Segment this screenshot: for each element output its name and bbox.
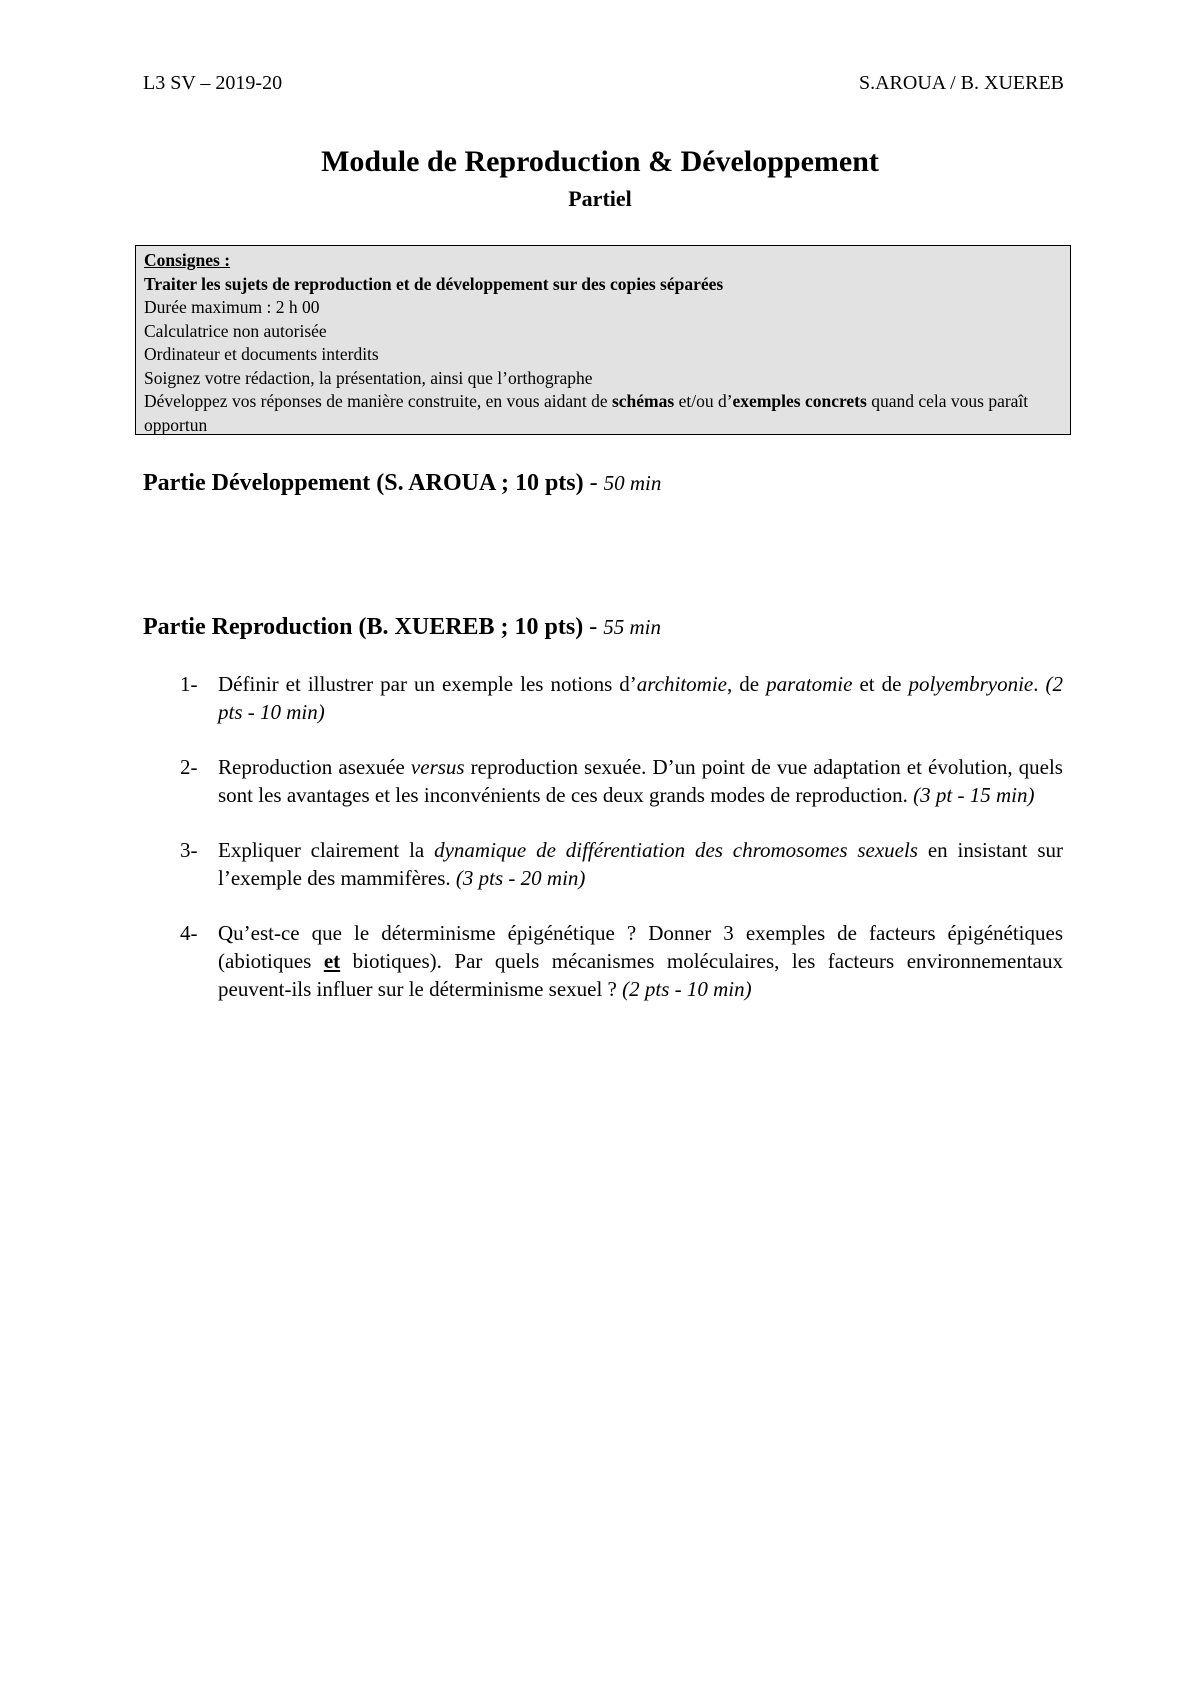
question-item: 3- Expliquer clairement la dynamique de différentiation des chromosomes sexuels en insistant sur l’exemple des mammifères. (3 pts - 20 min) <box>180 838 1063 890</box>
question-item: 1- Définir et illustrer par un exemple les notions d’architomie, de paratomie et de polyembryonie. (2 pts - 10 min) <box>180 672 1063 724</box>
question-item: 2- Reproduction asexuée versus reproduction sexuée. D’un point de vue adaptation et évolution, quels sont les avantages et les inconvénients de ces deux grands modes de reproduction. (3 pt - 15 min) <box>180 755 1063 807</box>
instructions-line: Durée maximum : 2 h 00 <box>144 297 320 317</box>
instructions-line: Calculatrice non autorisée <box>144 320 327 341</box>
section-reproduction-heading: Partie Reproduction (B. XUEREB ; 10 pts) - 55 min <box>143 614 661 640</box>
page-subtitle: Partiel <box>568 186 632 211</box>
instructions-line-last: Développez vos réponses de manière construite, en vous aidant de schémas et/ou d’exemples concrets quand cela vous paraît opportun <box>144 391 1029 435</box>
header-authors: S.AROUA / B. XUEREB <box>858 72 1064 94</box>
instructions-heading: Consignes : <box>144 250 231 270</box>
header-class-year: L3 SV – 2019-20 <box>143 72 283 94</box>
page-title: Module de Reproduction & Développement <box>321 145 879 178</box>
question-item: 4- Qu’est-ce que le déterminisme épigénétique ? Donner 3 exemples de facteurs épigénétiques (abiotiques et biotiques). Par quels mécanismes moléculaires, les facteurs environnementaux peuvent-ils influer sur le déterminisme sexuel ? (2 pts - 10 min) <box>180 921 1064 1001</box>
question-list <box>180 670 1063 1030</box>
instructions-rule-bold: Traiter les sujets de reproduction et de développement sur des copies séparées <box>144 273 724 294</box>
section-developpement-heading: Partie Développement (S. AROUA ; 10 pts) - 50 min <box>143 470 662 496</box>
instructions-line: Soignez votre rédaction, la présentation, ainsi que l’orthographe <box>144 367 593 388</box>
instructions-box <box>135 245 1071 435</box>
instructions-line: Ordinateur et documents interdits <box>144 344 379 364</box>
